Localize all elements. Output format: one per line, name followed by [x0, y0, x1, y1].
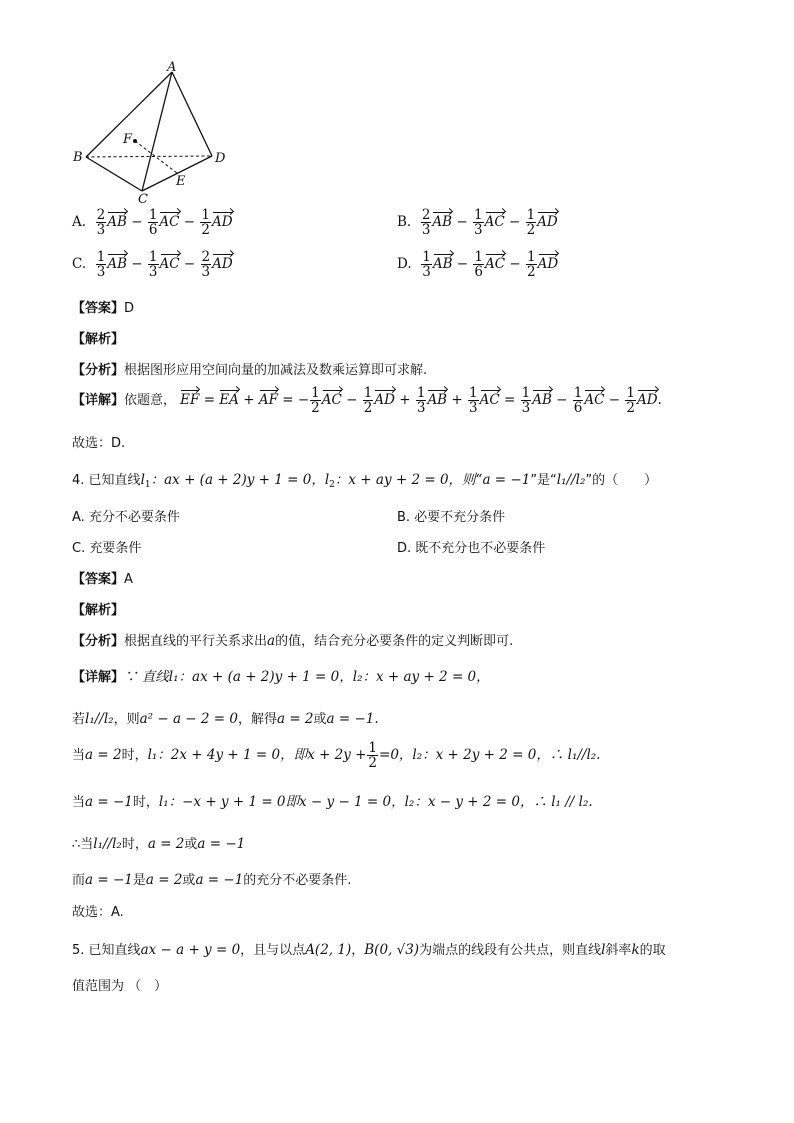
q3-option-b: B. $\frac{2}{3}$ AB − $\frac{1}{3}$ AC − $\frac{1}{2}$ AD — [397, 207, 558, 239]
q4-detail-line5: ∴当l₁//l₂时，a = 2或a = −1 — [72, 836, 246, 852]
edge-ac — [142, 72, 172, 191]
q4-option-a: A. 充分不必要条件 — [72, 510, 180, 525]
q3-fenxi: 【分析】根据图形应用空间向量的加减法及数乘运算即可求解. — [72, 363, 428, 378]
q4-analysis-heading: 【解析】 — [72, 603, 125, 618]
q4-conclusion: 故选：A. — [72, 905, 124, 920]
q3-option-c: C. $\frac{1}{3}$ AB − $\frac{1}{3}$ AC − $\frac{2}{3}$ AD — [72, 249, 233, 281]
q4-option-d: D. 既不充分也不必要条件 — [397, 541, 546, 556]
q3-detail: 【详解】依题意， EF = EA + AF = − $\frac{1}{2}$ AC − $\frac{1}{2}$ AD + $\frac{1}{3}$ AB + $\frac{1}{3}$ AC = $\frac{1}{3}$ AB − $\frac{1}{6}$ AC − $\frac{1}{2}$ AD. — [72, 385, 662, 417]
q4-option-c: C. 充要条件 — [72, 541, 142, 556]
q4-stem: 4. 已知直线$l_1$：ax + (a + 2)y + 1 = 0，$l_2$：x + ay + 2 = 0，则“a = −1”是“l₁//l₂”的（ ） — [72, 472, 658, 490]
q4-detail-line6: 而a = −1是a = 2或a = −1的充分不必要条件. — [72, 872, 352, 888]
q4-detail-line1: 【详解】∵ 直线l₁：ax + (a + 2)y + 1 = 0，l₂：x + ay + 2 = 0， — [72, 669, 490, 685]
edge-bd-hidden — [86, 156, 212, 157]
q3-analysis-heading: 【解析】 — [72, 332, 125, 347]
label-a: A — [167, 60, 177, 75]
label-e: E — [176, 174, 186, 189]
tetrahedron-figure — [60, 58, 250, 208]
q3-conclusion: 故选：D. — [72, 436, 126, 451]
q3-option-a: A. $\frac{2}{3}$ AB − $\frac{1}{6}$ AC − $\frac{1}{2}$ AD — [72, 207, 233, 239]
q4-fenxi: 【分析】根据直线的平行关系求出a的值，结合充分必要条件的定义判断即可. — [72, 633, 514, 649]
q3-answer: 【答案】D — [72, 301, 135, 316]
q5-stem-line2: 值范围为 （ ） — [72, 979, 168, 994]
q4-detail-line4: 当a = −1时，l₁：−x + y + 1 = 0即x − y − 1 = 0，l₂：x − y + 2 = 0，∴ l₁ // l₂. — [72, 794, 593, 810]
label-f: F — [123, 132, 133, 147]
edge-ad — [172, 72, 212, 156]
label-c: C — [138, 192, 148, 207]
q4-answer: 【答案】A — [72, 572, 133, 587]
q4-detail-line2: 若l₁//l₂，则a² − a − 2 = 0，解得a = 2或a = −1. — [72, 711, 379, 727]
label-b: B — [73, 150, 83, 165]
label-d: D — [215, 151, 226, 166]
q4-option-b: B. 必要不充分条件 — [397, 510, 506, 525]
q4-detail-line3: 当a = 2时，l₁：2x + 4y + 1 = 0，即x + 2y + $\frac{1}{2}$ =0，l₂：x + 2y + 2 = 0，∴ l₁//l₂. — [72, 740, 601, 772]
edge-bc — [86, 157, 142, 191]
q3-option-d: D. $\frac{1}{3}$ AB − $\frac{1}{6}$ AC − $\frac{1}{2}$ AD — [397, 249, 559, 281]
point-f — [133, 139, 137, 143]
q5-stem-line1: 5. 已知直线ax − a + y = 0，且与以点A(2, 1)，B(0, √3)为端点的线段有公共点，则直线l斜率k的取 — [72, 942, 666, 958]
